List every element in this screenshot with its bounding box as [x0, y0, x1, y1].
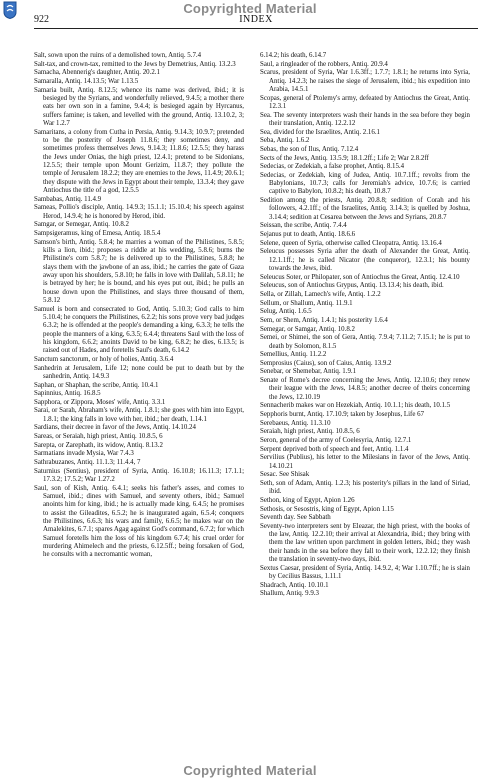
- index-entry: Saul, son of Kish, Antiq. 6.4.1; seeks his father's asses, and comes to Samuel, ibid.; dines with Samuel, and seventy others, ibid.; Samuel anoints him for king, ibid.; he is actually made king, 6.4.5; he promises to assist the Gileadites, 6.5.2; he is inaugurated again, 6.5.4; conquers the Philistines, 6.6.3; his wars and family, 6.6.5; he makes war on the Amalekites, 6.7.1; spares Agag against God's command, 6.7.2; for which Samuel foretells him the loss of his kingdom 6.7.4; his cruel order for murdering Ahimelech and the priests, 6.12.5ff.; being forsaken of God, he consults with a necromantic woman,: [34, 484, 244, 559]
- index-entry: Sathrabuzanes, Antiq. 11.1.3; 11.4.4, 7: [34, 459, 141, 467]
- index-entry: Salt, sown upon the ruins of a demolished town, Antiq. 5.7.4: [34, 52, 202, 59]
- index-entry: Semprosius (Caius), son of Caius, Antiq. 13.9.2: [260, 359, 392, 367]
- index-entry: Serebaeus, Antiq. 11.3.10: [260, 419, 331, 427]
- index-entry: Sarai, or Sarah, Abraham's wife, Antiq. 1.8.1; she goes with him into Egypt, 1.8.1; the king falls in love with her, ibid.; her death, 1.14.1: [34, 407, 244, 423]
- index-entry: Sea. The seventy interpreters wash their hands in the sea before they begin their translation, Antiq. 12.2.12: [260, 111, 470, 127]
- index-entry: Sem, or Shem, Antiq. 1.4.1; his posterity 1.6.4: [260, 316, 388, 324]
- index-entry: 6.14.2; his death, 6.14.7: [260, 52, 327, 59]
- index-entry: Sedecias, or Zedekiah, a false prophet, Antiq. 8.15.4: [260, 163, 405, 171]
- index-entry: Sameas, Pollio's disciple, Antiq. 14.9.3; 15.1.1; 15.10.4; his speech against Herod, 14.9.4; he is honored by Herod, ibid.: [34, 204, 244, 220]
- index-entry: Sellum, or Shallum, Antiq. 11.9.1: [260, 299, 353, 307]
- watermark-top: Copyrighted Material: [183, 1, 317, 16]
- index-entry: Sapphora, or Zippora, Moses' wife, Antiq. 3.3.1: [34, 398, 166, 406]
- page-number: 922: [34, 14, 49, 25]
- index-entry: Salt-tax, and crown-tax, remitted to the Jews by Demetrius, Antiq. 13.2.3: [34, 60, 236, 68]
- publisher-logo-icon: [2, 1, 18, 19]
- index-entry: Saturnius (Sentius), president of Syria, Antiq. 16.10.8; 16.11.3; 17.1.1; 17.3.2; 17.5.2; War 1.27.2: [34, 467, 244, 484]
- index-entry: Seraiah, high priest, Antiq. 10.8.5, 6: [260, 428, 360, 436]
- index-entry: Sanctum sanctorum, or holy of holies, Antiq. 3.6.4: [34, 355, 174, 363]
- header-rule: [34, 28, 478, 29]
- index-entry: Sambabas, Antiq. 11.4.9: [34, 195, 102, 203]
- index-entry: Seba, Antiq. 1.6.2: [260, 137, 310, 145]
- index-entry: Samgar, or Semegar, Antiq. 10.8.2: [34, 221, 129, 229]
- index-entry: Semei, or Shimei, the son of Gera, Antiq. 7.9.4; 7.11.2; 7.15.1; he is put to death by Solomon, 8.1.5: [260, 334, 470, 350]
- index-entry: Semegar, or Samgar, Antiq. 10.8.2: [260, 325, 355, 333]
- index-entry: Samacha, Abennerig's daughter, Antiq. 20.2.1: [34, 69, 160, 77]
- index-entry: Samaralla, Antiq. 14.13.5; War 1.13.5: [34, 77, 139, 85]
- index-entry: Selene, queen of Syria, otherwise called Cleopatra, Antiq. 13.16.4: [260, 239, 442, 247]
- index-entry: Sethon, king of Egypt, Apion 1.26: [260, 496, 355, 504]
- index-entry: Scopas, general of Ptolemy's army, defeated by Antiochus the Great, Antiq. 12.3.1: [260, 94, 470, 110]
- index-entry: Seth, son of Adam, Antiq. 1.2.3; his posterity's pillars in the land of Siriad, ibid.: [260, 479, 470, 496]
- index-entry: Sebas, the son of Ilus, Antiq. 7.12.4: [260, 145, 359, 153]
- index-entry: Selug, Antiq. 1.6.5: [260, 308, 312, 316]
- index-entry: Senebar, or Shemebar, Antiq. 1.9.1: [260, 368, 357, 376]
- index-entry: Saul, a ringleader of the robbers, Antiq. 20.9.4: [260, 60, 388, 68]
- index-entry: Sesac. See Shisak: [260, 471, 310, 479]
- index-entry: Sanhedrin at Jerusalem, Life 12; none could be put to death but by the sanhedrin, Antiq. 14.9.3: [34, 364, 244, 380]
- index-entry: Seleucus Soter, or Philopater, son of Antiochus the Great, Antiq. 12.4.10: [260, 273, 460, 281]
- index-entry: Sennacherib makes war on Hezekiah, Antiq. 10.1.1; his death, 10.1.5: [260, 402, 451, 410]
- running-head: INDEX: [239, 14, 273, 25]
- index-entry: Samson's birth, Antiq. 5.8.4; he marries a woman of the Philistines, 5.8.5; kills a lion, ibid.; proposes a riddle at his wedding, 5.8.6; burns the Philistine's corn 5.8.7; he is delivered up to the Philistines, 5.8.8; he slays them with the jawbone of an ass, ibid.; he carries the gate of Gaza away upon his shoulders, 5.8.10; he falls in love with Dalilah, 5.8.11; he is betrayed by her; he is bound, and his eyes put out, ibid.; he pulls an house down upon the Philistines, and slays three thousand of them, 5.8.12: [34, 238, 244, 304]
- index-entry: Sampsigeramus, king of Emesa, Antiq. 18.5.4: [34, 229, 161, 237]
- index-entry: Seventh day. See Sabbath: [260, 514, 331, 522]
- page-header: [34, 14, 478, 34]
- index-entry: Semellius, Antiq. 11.2.2: [260, 351, 327, 359]
- index-entry: Sedecias, or Zedekiah, king of Judea, Antiq. 10.7.1ff.; revolts from the Babylonians, 10.7.3; calls for Jeremiah's advice, 10.7.6; is carried captive to Babylon, 10.8.2; his death, 10.8.7: [260, 171, 470, 196]
- index-entry: Saphan, or Shaphan, the scribe, Antiq. 10.4.1: [34, 381, 159, 389]
- index-entry: Servilius (Publius), his letter to the Milesians in favor of the Jews, Antiq. 14.10.21: [260, 454, 470, 470]
- index-entry: Samaria built, Antiq. 8.12.5; whence its name was derived, ibid.; it is besieged by the Syrians, and wonderfully relieved, 9.4.5; a mother there eats her own son in a famine, 9.4.4; is besieged again by Hyrcanus, suffers famine; is taken, and levelled with the ground, Antiq. 13.10.2, 3; War 1.2.7: [34, 86, 244, 127]
- index-entry: Samuel is born and consecrated to God, Antiq. 5.10.3; God calls to him 5.10.4; he conquers the Philistines, 6.2.2; his sons prove very bad judges 6.3.2; he is offended at the people's demanding a king, 6.3.3; he tells the people the manners of a king, 6.3.5; 6.4.4; threatens Saul with the loss of his kingdom, 6.6.2; anoints David to be king, 6.8.2; he dies, 6.13.5; is raised out of Hades, and foretells Saul's death, 6.14.2: [34, 305, 244, 355]
- index-entry: Seleucus possesses Syria after the death of Alexander the Great, Antiq. 12.1.1ff.; he is called Nicator (the conqueror), 12.3.1; his bounty towards the Jews, ibid.: [260, 248, 470, 273]
- index-entry: Samaritans, a colony from Cutha in Persia, Antiq. 9.14.3; 10.9.7; pretended to be the posterity of Joseph 11.8.6; they sometimes deny, and sometimes profess themselves Jews, 9.14.3; 11.8.6; 12.5.5; they harass the Jews under Onias, the high priest, 12.4.1; pretend to be Sidonians, 12.5.5; their temple upon Mount Gerizim, 11.8.7; they pollute the temple of Jerusalem 18.2.2; they are enemies to the Jews, 11.4.9; 20.6.1; they dispute with the Jews in Egypt about their temple, 13.3.4; they gave Antiochus the title of a god, 12.5.5: [34, 128, 244, 194]
- watermark-bottom: Copyrighted Material: [183, 763, 317, 778]
- index-entry: Shallum, Antiq. 9.9.3: [260, 590, 319, 598]
- index-entry: Seleucus, son of Antiochus Grypus, Antiq. 13.13.4; his death, ibid.: [260, 282, 444, 290]
- index-entry: Sejanus put to death, Antiq. 18.6.6: [260, 231, 356, 239]
- index-column-right: [260, 52, 470, 757]
- index-entry: Sepphoris burnt, Antiq. 17.10.9; taken by Josephus, Life 67: [260, 411, 425, 419]
- index-entry: Sella, or Zillah, Lamech's wife, Antiq. 1.2.2: [260, 290, 381, 298]
- index-entry: Sareas, or Seraiah, high priest, Antiq. 10.8.5, 6: [34, 433, 163, 441]
- index-entry: Sarmatians invade Mysia, War 7.4.3: [34, 450, 134, 458]
- index-entry: Sardians, their decree in favor of the Jews, Antiq. 14.10.24: [34, 424, 196, 432]
- index-entry: Scarus, president of Syria, War 1.6.3ff.; 1.7.7; 1.8.1; he returns into Syria, Antiq. 14.2.3; he raises the siege of Jerusalem, ibid.; his expedition into Arabia, 14.5.1: [260, 69, 470, 93]
- index-entry: Sects of the Jews, Antiq. 13.5.9; 18.1.2ff.; Life 2; War 2.8.2ff: [260, 154, 429, 162]
- index-column-left: [34, 52, 244, 757]
- index-entry: Serpent deprived both of speech and feet, Antiq. 1.1.4: [260, 445, 409, 453]
- index-entry: Seron, general of the army of Coelesyria, Antiq. 12.7.1: [260, 436, 412, 444]
- index-entry: Sea, divided for the Israelites, Antiq. 2.16.1: [260, 128, 380, 136]
- index-entry: Sedition among the priests, Antiq. 20.8.8; sedition of Corah and his followers, 4.2.1ff.; of the Israelites, Antiq. 3.14.3; is quelled by Joshua, 3.14.4; sedition at Cesarea between the Jews and Syrians, 20.8.7: [260, 197, 470, 221]
- index-entry: Senate of Rome's decree concerning the Jews, Antiq. 12.10.6; they renew their league with the Jews, 14.8.5; another decree of theirs concerning the Jews, 12.10.19: [260, 377, 470, 401]
- index-entry: Sextus Caesar, president of Syria, Antiq. 14.9.2, 4; War 1.10.7ff.; he is slain by Cecilius Bassus, 1.11.1: [260, 564, 470, 581]
- index-entry: Sapinnius, Antiq. 16.8.5: [34, 390, 101, 398]
- index-entry: Seissan, the scribe, Antiq. 7.4.4: [260, 222, 347, 230]
- index-entry: Seventy-two interpreters sent by Eleazar, the high priest, with the books of the law, Antiq. 12.2.10; their arrival at Alexandria, ibid.; they bring with them the law written upon parchment in golden letters, ibid.; they wash their hands in the sea before they fall to their work, 12.2.12; they finish the translation in seventy-two days, ibid.: [260, 522, 470, 564]
- index-entry: Sethosis, or Sesostris, king of Egypt, Apion 1.15: [260, 505, 394, 513]
- index-entry: Sarepta, or Zarephath, its widow, Antiq. 8.13.2: [34, 441, 163, 449]
- index-entry: Shadrach, Antiq. 10.10.1: [260, 581, 329, 589]
